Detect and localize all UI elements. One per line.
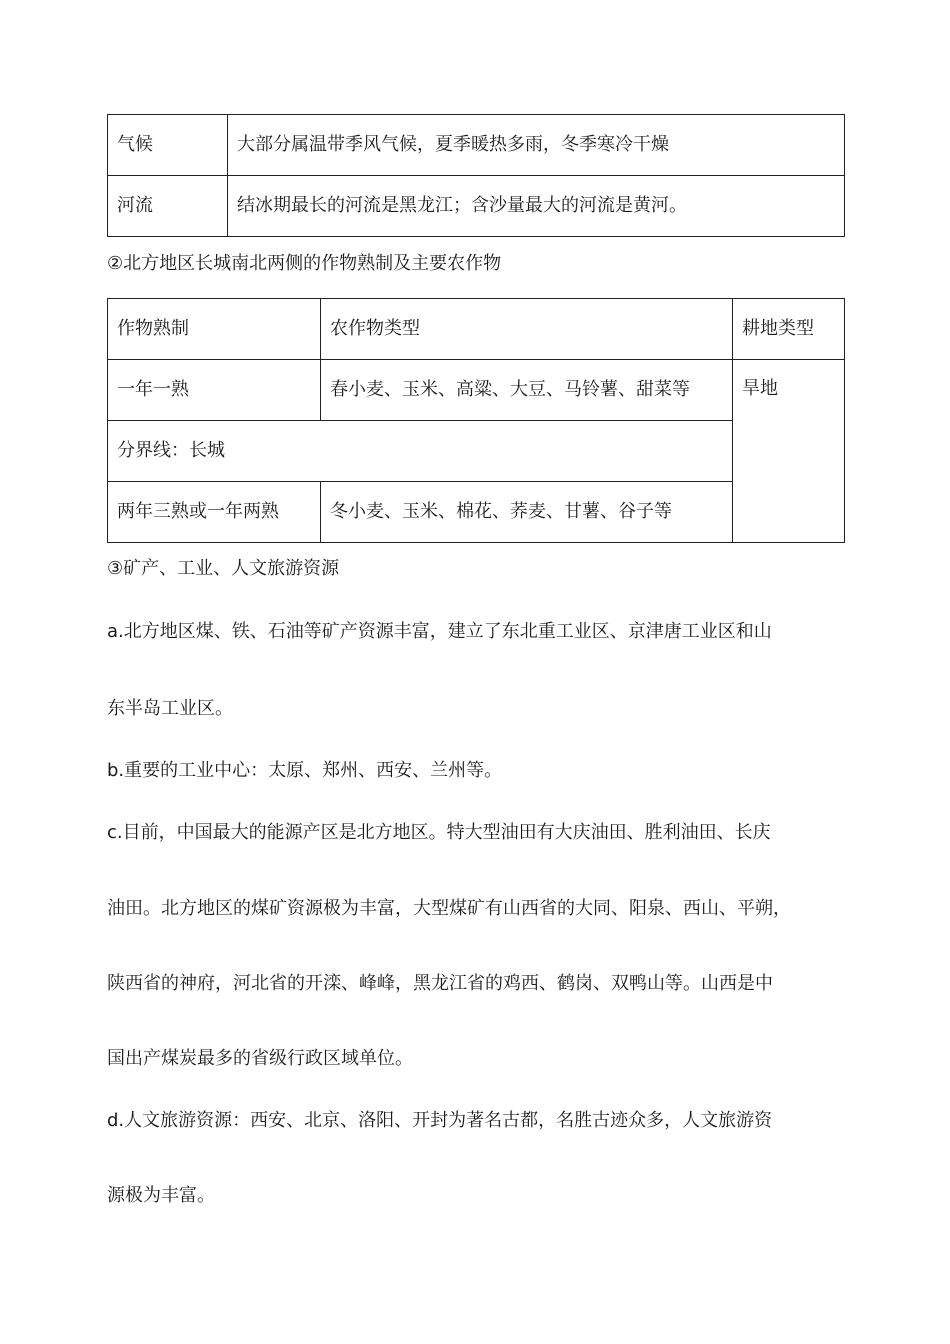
paragraph-line: 陕西省的神府，河北省的开滦、峰峰，黑龙江省的鸡西、鹤岗、双鸭山等。山西是中 bbox=[107, 973, 773, 994]
row-label: 气候 bbox=[108, 115, 228, 176]
crop-system-table bbox=[107, 298, 845, 543]
table-row bbox=[108, 360, 845, 421]
land-type-cell: 旱地 bbox=[733, 360, 845, 543]
row-content: 大部分属温带季风气候，夏季暖热多雨，冬季寒冷干燥 bbox=[228, 115, 845, 176]
paragraph-line: 油田。北方地区的煤矿资源极为丰富，大型煤矿有山西省的大同、阳泉、西山、平朔， bbox=[107, 898, 791, 919]
paragraph-line: b.重要的工业中心：太原、郑州、西安、兰州等。 bbox=[107, 760, 503, 781]
climate-river-table bbox=[107, 114, 845, 237]
paragraph-line: d.人文旅游资源：西安、北京、洛阳、开封为著名古都，名胜古迹众多，人文旅游资 bbox=[107, 1110, 773, 1131]
crop-types-cell: 春小麦、玉米、高粱、大豆、马铃薯、甜菜等 bbox=[321, 360, 733, 421]
paragraph-line: 国出产煤炭最多的省级行政区域单位。 bbox=[107, 1048, 413, 1069]
paragraph-line: a.北方地区煤、铁、石油等矿产资源丰富，建立了东北重工业区、京津唐工业区和山 bbox=[107, 621, 772, 642]
boundary-cell: 分界线：长城 bbox=[108, 421, 733, 482]
crop-system-cell: 两年三熟或一年两熟 bbox=[108, 482, 321, 543]
table-header-row bbox=[108, 299, 845, 360]
paragraph-line: 源极为丰富。 bbox=[107, 1185, 215, 1206]
section-heading-crops: ②北方地区长城南北两侧的作物熟制及主要农作物 bbox=[107, 253, 502, 274]
section-heading-resources: ③矿产、工业、人文旅游资源 bbox=[107, 558, 340, 579]
crop-system-cell: 一年一熟 bbox=[108, 360, 321, 421]
row-content: 结冰期最长的河流是黑龙江；含沙量最大的河流是黄河。 bbox=[228, 176, 845, 237]
paragraph-line: 东半岛工业区。 bbox=[107, 698, 233, 719]
header-crop-system: 作物熟制 bbox=[108, 299, 321, 360]
table-row bbox=[108, 115, 845, 176]
header-crop-types: 农作物类型 bbox=[321, 299, 733, 360]
row-label: 河流 bbox=[108, 176, 228, 237]
header-land-type: 耕地类型 bbox=[733, 299, 845, 360]
crop-types-cell: 冬小麦、玉米、棉花、荞麦、甘薯、谷子等 bbox=[321, 482, 733, 543]
paragraph-line: c.目前，中国最大的能源产区是北方地区。特大型油田有大庆油田、胜利油田、长庆 bbox=[107, 822, 771, 843]
table-row bbox=[108, 176, 845, 237]
